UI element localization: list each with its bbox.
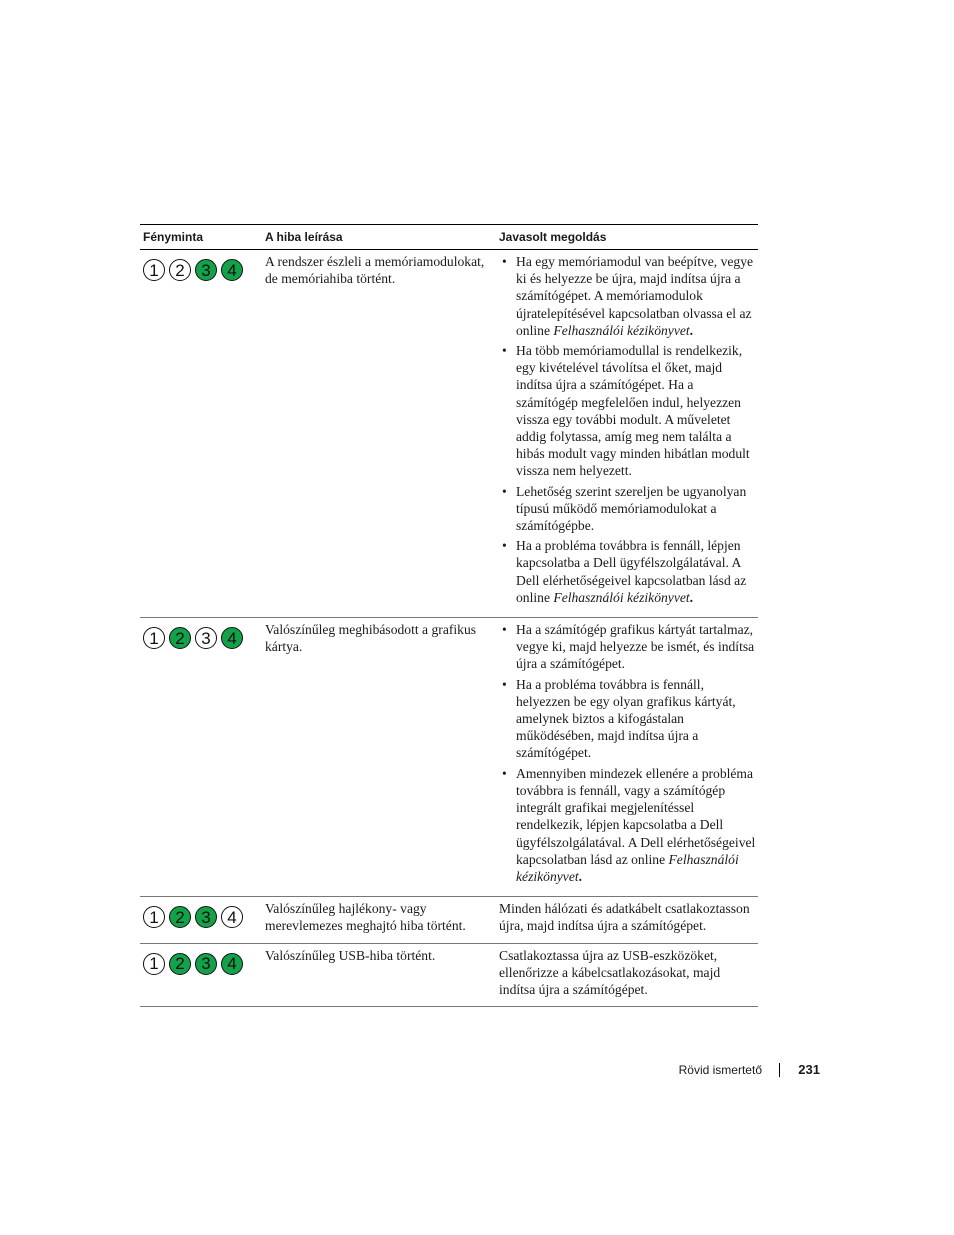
diagnostic-light-4-on: 4 (221, 259, 243, 281)
diagnostic-light-4-on: 4 (221, 953, 243, 975)
table-row (140, 250, 758, 618)
suggested-resolution: Csatlakoztassa újra az USB-eszközöket, ellenőrizze a kábelcsatlakozásokat, majd indítsa újra a számítógépet. (499, 947, 721, 997)
resolution-item (499, 253, 758, 339)
table-row (140, 618, 758, 897)
header-problem-description: A hiba leírása (265, 229, 343, 244)
diagnostic-lights (143, 259, 265, 281)
resolution-item (499, 621, 758, 673)
resolution-text: . (689, 589, 694, 605)
resolution-item (499, 342, 758, 480)
footer-title: Rövid ismertető (678, 1063, 762, 1077)
diagnostic-light-3-on: 3 (195, 953, 217, 975)
resolution-item (499, 765, 758, 885)
diagnostic-light-table-wrapper (140, 224, 758, 1007)
diagnostic-light-1-off: 1 (143, 906, 165, 928)
problem-description: Valószínűleg hajlékony- vagy merevlemezes meghajtó hiba történt. (265, 901, 466, 934)
light-pattern-cell (140, 618, 265, 897)
problem-description: Valószínűleg USB-hiba történt. (265, 947, 436, 963)
diagnostic-lights (143, 906, 265, 928)
resolution-text: Ha a probléma továbbra is fennáll, helyezzen be egy olyan grafikus kártyát, amelynek biztos a kifogástalan működésében, majd indítsa újra a számítógépet. (516, 676, 736, 761)
resolution-list (499, 621, 758, 885)
resolution-item (499, 676, 758, 762)
light-pattern-cell (140, 250, 265, 618)
diagnostic-light-2-on: 2 (169, 627, 191, 649)
diagnostic-light-4-on: 4 (221, 627, 243, 649)
diagnostic-light-1-off: 1 (143, 627, 165, 649)
user-guide-reference: Felhasználói kézikönyvet (553, 322, 690, 338)
diagnostic-light-table (140, 224, 758, 1007)
footer-separator (779, 1063, 780, 1077)
resolution-text: . (689, 322, 694, 338)
resolution-list (499, 253, 758, 606)
header-suggested-resolution: Javasolt megoldás (499, 229, 607, 244)
diagnostic-lights (143, 627, 265, 649)
diagnostic-light-3-on: 3 (195, 906, 217, 928)
resolution-text: Ha egy memóriamodul van beépítve, vegye ki és helyezze be újra, majd indítsa újra a számítógépet. A memóriamodulok újratelepítésével kapcsolatban olvassa el az online (516, 254, 754, 338)
table-header-row (140, 225, 758, 250)
table-row (140, 897, 758, 943)
suggested-resolution (499, 618, 758, 897)
header-light-pattern: Fényminta (143, 229, 204, 244)
diagnostic-light-3-on: 3 (195, 259, 217, 281)
diagnostic-light-2-on: 2 (169, 906, 191, 928)
page-footer (600, 1062, 820, 1078)
problem-description: A rendszer észleli a memóriamodulokat, de memóriahiba történt. (265, 254, 485, 287)
resolution-text: Lehetőség szerint szereljen be ugyanolyan típusú működő memóriamodulokat a számítógépbe. (516, 483, 747, 534)
diagnostic-light-2-on: 2 (169, 953, 191, 975)
resolution-text: Amennyiben mindezek ellenére a probléma továbbra is fennáll, vagy a számítógép integrált grafikai megjelenítéssel rendelkezik, lépjen kapcsolatba a Dell ügyfélszolgálatával. A Dell elérhetőségeivel kapcsolatban lásd az online (516, 765, 756, 867)
problem-description: Valószínűleg meghibásodott a grafikus kártya. (265, 622, 477, 655)
resolution-text: . (578, 868, 583, 884)
suggested-resolution (499, 250, 758, 618)
diagnostic-light-1-off: 1 (143, 953, 165, 975)
light-pattern-cell (140, 943, 265, 1007)
resolution-item (499, 537, 758, 606)
resolution-item (499, 483, 758, 535)
table-row (140, 943, 758, 1007)
light-pattern-cell (140, 897, 265, 943)
diagnostic-lights (143, 953, 265, 975)
resolution-text: Ha több memóriamodullal is rendelkezik, egy kivételével távolítsa el őket, majd indítsa újra a számítógépet. Ha a számítógép megfelelően indul, helyezzen vissza egy további modult. A műveletet addig folytassa, amíg meg nem találta a hibás modult vagy minden hibátlan modult vissza nem helyezett. (516, 343, 750, 479)
resolution-text: Ha a számítógép grafikus kártyát tartalmaz, vegye ki, majd helyezze be ismét, és indítsa újra a számítógépet. (516, 622, 755, 672)
resolution-text: Ha a probléma továbbra is fennáll, lépjen kapcsolatba a Dell ügyfélszolgálatával. A Dell elérhetőségeivel kapcsolatban lásd az online (516, 538, 747, 605)
page-number: 231 (798, 1062, 820, 1077)
diagnostic-light-2-off: 2 (169, 259, 191, 281)
user-guide-reference: Felhasználói kézikönyvet (553, 589, 690, 605)
diagnostic-light-4-off: 4 (221, 906, 243, 928)
diagnostic-light-3-off: 3 (195, 627, 217, 649)
user-guide-reference: Felhasználói kézikönyvet (516, 851, 739, 884)
table-body (140, 250, 758, 1007)
diagnostic-light-1-off: 1 (143, 259, 165, 281)
suggested-resolution: Minden hálózati és adatkábelt csatlakoztasson újra, majd indítsa újra a számítógépet. (499, 901, 750, 934)
